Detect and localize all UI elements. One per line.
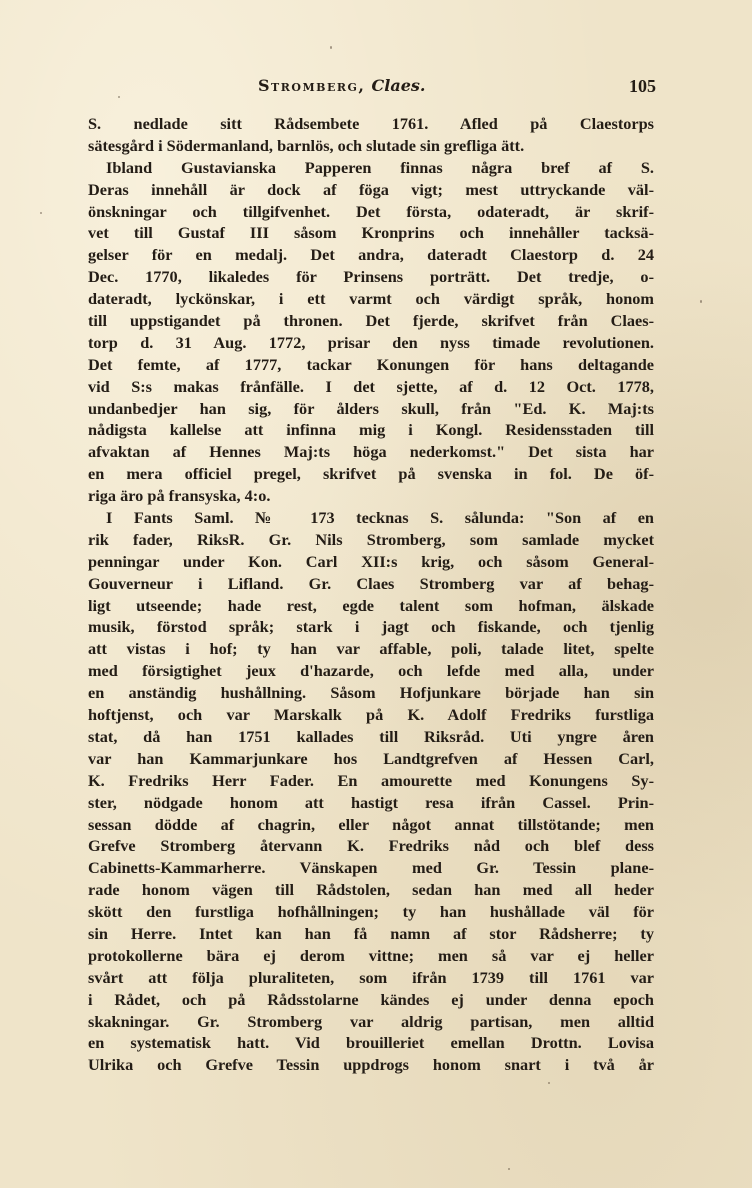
running-head-given-name: Claes.: [371, 76, 426, 95]
text-line: Gouverneur i Lifland. Gr. Claes Stromberg var af behag-: [88, 573, 654, 593]
text-line: var han Kammarjunkare hos Landtgrefven af Hessen Carl,: [88, 748, 654, 768]
text-line: svårt att följa pluraliteten, som ifrån 1739 till 1761 var: [88, 967, 654, 987]
text-line: skakningar. Gr. Stromberg var aldrig partisan, men alltid: [88, 1011, 654, 1031]
paper-speck: [700, 300, 702, 303]
text-line: musik, förstod språk; stark i jagt och fiskande, och tjenlig: [88, 617, 654, 637]
text-line: undanbedjer han sig, för ålders skull, från "Ed. K. Maj:ts: [88, 398, 654, 418]
text-line: sessan dödde af chagrin, eller något annat tillstötande; men: [88, 814, 654, 834]
text-line: att vistas i hof; ty han var affable, poli, talade litet, spelte: [88, 639, 654, 659]
text-line: rade honom vägen till Rådstolen, sedan han med all heder: [88, 880, 654, 900]
text-line: S. nedlade sitt Rådsembete 1761. Afled på Claestorps: [88, 114, 654, 133]
running-head-title: [258, 76, 425, 95]
text-line: gelser för en medalj. Det andra, dateradt Claestorp d. 24: [88, 245, 654, 265]
text-line: med försigtighet jeux d'hazarde, och lefde med alla, under: [88, 661, 654, 681]
text-line: Ulrika och Grefve Tessin uppdrogs honom snart i två år: [88, 1055, 654, 1075]
text-line: hoftjenst, och var Marskalk på K. Adolf Fredriks furstliga: [88, 705, 654, 725]
text-line: i Rådet, och på Rådsstolarne kändes ej under denna epoch: [88, 989, 654, 1009]
text-line: afvaktan af Hennes Maj:ts höga nederkomst." Det sista har: [88, 442, 654, 462]
text-line: Grefve Stromberg återvann K. Fredriks nåd och blef dess: [88, 836, 654, 856]
paper-speck: [330, 46, 332, 49]
body-text: [88, 113, 654, 1076]
text-line: K. Fredriks Herr Fader. En amourette med Konungens Sy-: [88, 770, 654, 790]
text-line: Ibland Gustavianska Papperen finnas några bref af S.: [106, 157, 654, 177]
text-line: önskningar och tillgifvenhet. Det första, odateradt, är skrif-: [88, 201, 654, 221]
text-line: skött den furstliga hofhållningen; ty han hushållade väl för: [88, 902, 654, 922]
paper-speck: [40, 212, 42, 214]
text-line: till uppstigandet på thronen. Det fjerde, skrifvet från Claes-: [88, 311, 654, 331]
text-line: dateradt, lyckönskar, i ett varmt och värdigt språk, honom: [88, 289, 654, 309]
text-line: I Fants Saml. № 173 tecknas S. sålunda: "Son af en: [106, 508, 654, 528]
text-line: torp d. 31 Aug. 1772, prisar den nyss timade revolutionen.: [88, 332, 654, 352]
paper-speck: [118, 96, 120, 98]
text-line: rik fader, RiksR. Gr. Nils Stromberg, som samlade mycket: [88, 529, 654, 549]
text-line: penningar under Kon. Carl XII:s krig, och såsom General-: [88, 551, 654, 571]
paper-speck: [508, 1168, 510, 1170]
text-line: riga äro på fransyska, 4:o.: [88, 486, 271, 506]
text-line: ster, nödgade honom att hastigt resa ifrån Cassel. Prin-: [88, 792, 654, 812]
text-line: sätesgård i Södermanland, barnlös, och slutade sin grefliga ätt.: [88, 135, 525, 155]
running-head: [88, 76, 656, 100]
text-line: Det femte, af 1777, tackar Konungen för hans deltagande: [88, 354, 654, 374]
text-line: en anständig hushållning. Såsom Hofjunkare började han sin: [88, 683, 654, 703]
text-line: en systematisk hatt. Vid brouilleriet emellan Drottn. Lovisa: [88, 1033, 654, 1053]
text-line: Cabinetts-Kammarherre. Vänskapen med Gr. Tessin plane-: [88, 858, 654, 878]
running-head-surname: Stromberg,: [258, 76, 366, 95]
text-line: en mera officiel pregel, skrifvet på svenska in fol. De öf-: [88, 464, 654, 484]
text-line: vet till Gustaf III såsom Kronprins och innehåller tacksä-: [88, 223, 654, 243]
paper-speck: [548, 1082, 550, 1084]
text-line: Deras innehåll är dock af föga vigt; mest uttryckande väl-: [88, 179, 654, 199]
text-line: ligt utseende; hade rest, egde talent som hofman, älskade: [88, 595, 654, 615]
text-line: sin Herre. Intet kan han få namn af stor Rådsherre; ty: [88, 923, 654, 943]
text-line: stat, då han 1751 kallades till Riksråd. Uti yngre åren: [88, 726, 654, 746]
text-line: protokollerne bära ej derom vittne; men så var ej heller: [88, 945, 654, 965]
page-number: 105: [629, 76, 656, 96]
text-line: vid S:s makas frånfälle. I det sjette, af d. 12 Oct. 1778,: [88, 376, 654, 396]
text-line: nådigsta kallelse att infinna mig i Kongl. Residensstaden till: [88, 420, 654, 440]
text-line: Dec. 1770, likaledes för Prinsens porträtt. Det tredje, o-: [88, 267, 654, 287]
